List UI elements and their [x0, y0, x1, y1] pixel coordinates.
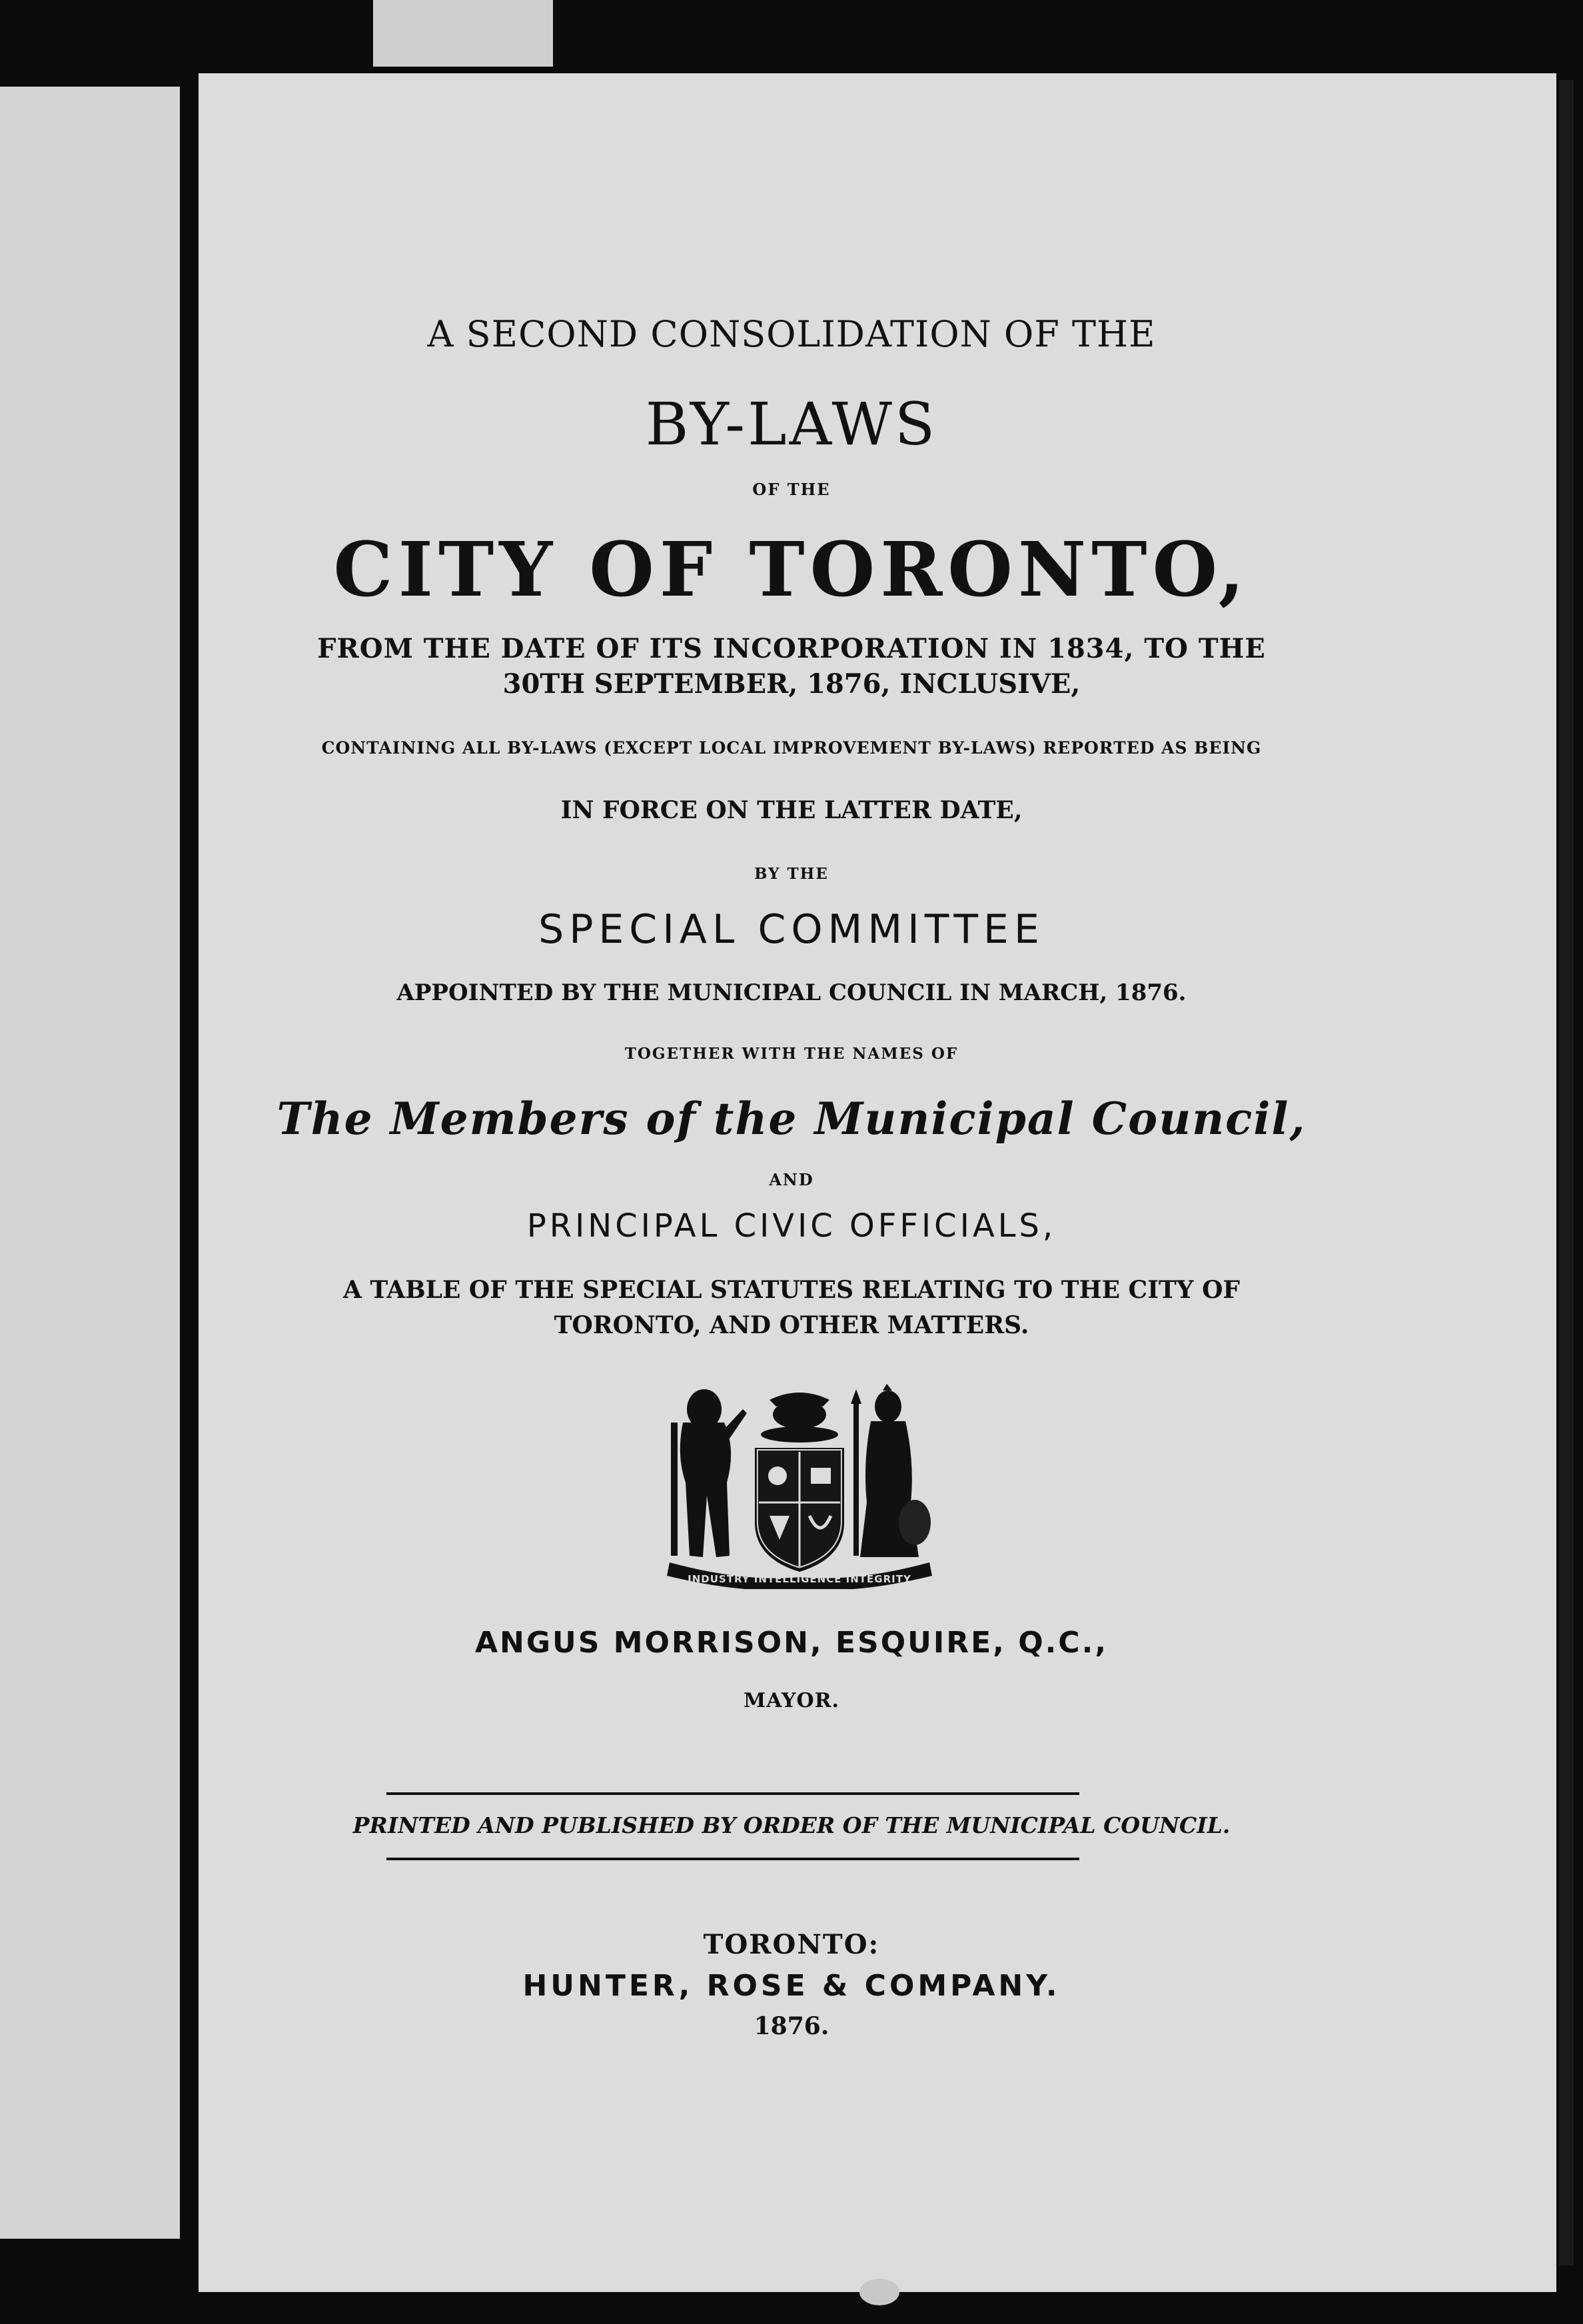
- mayor-title: MAYOR.: [744, 1689, 839, 1712]
- special-committee: SPECIAL COMMITTEE: [538, 906, 1045, 953]
- heading-of-the: OF THE: [752, 480, 831, 499]
- in-force-line: IN FORCE ON THE LATTER DATE,: [560, 796, 1023, 824]
- subtitle-line-1: FROM THE DATE OF ITS INCORPORATION IN 1834, TO THE: [317, 633, 1266, 664]
- printed-published-line: PRINTED AND PUBLISHED BY ORDER OF THE MUNICIPAL COUNCIL.: [352, 1812, 1231, 1838]
- containing-line: CONTAINING ALL BY-LAWS (EXCEPT LOCAL IMPROVEMENT BY-LAWS) REPORTED AS BEING: [321, 738, 1262, 758]
- divider-bottom: [386, 1858, 1079, 1860]
- imprint-year: 1876.: [754, 2012, 829, 2040]
- heading-line-1: A SECOND CONSOLIDATION OF THE: [427, 313, 1156, 355]
- table-line-2: TORONTO, AND OTHER MATTERS.: [554, 1311, 1029, 1339]
- ink-blot: [859, 2279, 899, 2305]
- table-line-1: A TABLE OF THE SPECIAL STATUTES RELATING TO THE CITY OF: [343, 1276, 1240, 1304]
- crest-motto: INDUSTRY INTELLIGENCE INTEGRITY: [688, 1573, 911, 1585]
- members-blackletter: The Members of the Municipal Council,: [276, 1093, 1307, 1145]
- by-the-line: BY THE: [754, 865, 829, 883]
- imprint-place: TORONTO:: [703, 1929, 880, 1960]
- appointed-line: APPOINTED BY THE MUNICIPAL COUNCIL IN MARCH, 1876.: [396, 979, 1187, 1006]
- heading-by-laws: BY-LAWS: [645, 390, 938, 458]
- heading-city-of-toronto: CITY OF TORONTO,: [333, 526, 1250, 614]
- and-line: AND: [769, 1170, 814, 1189]
- principal-civic-officials: PRINCIPAL CIVIC OFFICIALS,: [526, 1207, 1057, 1245]
- imprint-publisher: HUNTER, ROSE & COMPANY.: [522, 1969, 1061, 2003]
- mayor-name: ANGUS MORRISON, ESQUIRE, Q.C.,: [474, 1626, 1109, 1660]
- subtitle-line-2: 30TH SEPTEMBER, 1876, INCLUSIVE,: [502, 668, 1081, 700]
- divider-top: [386, 1792, 1079, 1795]
- toronto-coat-of-arms-icon: [663, 1383, 936, 1589]
- scan-tab: [373, 0, 553, 67]
- together-line: TOGETHER WITH THE NAMES OF: [624, 1045, 959, 1063]
